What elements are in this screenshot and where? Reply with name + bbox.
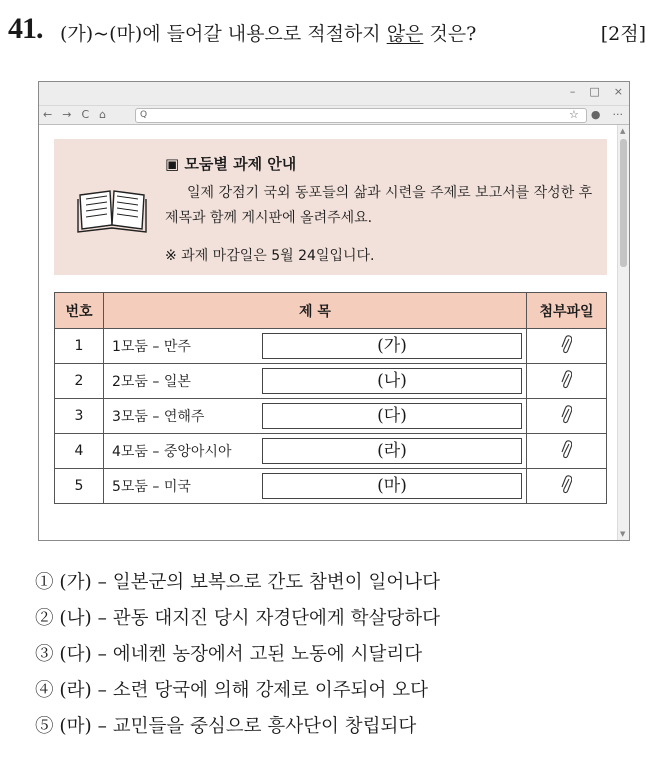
table-row[interactable] xyxy=(55,469,607,504)
choice-5[interactable]: ⑤ (마) – 교민들을 중심으로 흥사단이 창립되다 xyxy=(35,716,417,737)
row-attachment xyxy=(527,399,607,434)
back-icon[interactable]: ← xyxy=(43,108,53,121)
page-content xyxy=(39,125,617,540)
row-number: 3 xyxy=(55,399,104,434)
notice-note: ※ 과제 마감일은 5월 24일입니다. xyxy=(165,248,375,264)
question-text xyxy=(60,19,476,46)
paperclip-icon[interactable] xyxy=(561,474,572,498)
browser-titlebar xyxy=(39,82,629,105)
row-title-cell xyxy=(104,434,527,469)
row-title-cell xyxy=(104,399,527,434)
choice-1[interactable]: ① (가) – 일본군의 보복으로 간도 참변이 일어나다 xyxy=(35,572,441,593)
scroll-down-icon[interactable]: ▼ xyxy=(620,530,626,538)
question-text-after: 것은? xyxy=(423,23,477,45)
header-number: 번호 xyxy=(55,293,104,329)
row-group: 4모둠 – 중앙아시아 xyxy=(112,444,232,460)
board-rows xyxy=(55,329,607,504)
notice-body xyxy=(165,181,605,231)
more-icon[interactable]: ··· xyxy=(612,108,623,121)
minimize-icon[interactable]: – xyxy=(569,85,576,98)
choice-2[interactable]: ② (나) – 관동 대지진 당시 자경단에게 학살당하다 xyxy=(35,608,441,629)
row-attachment xyxy=(527,364,607,399)
nav-buttons xyxy=(43,108,106,121)
assignment-board xyxy=(54,292,607,504)
row-title-cell xyxy=(104,364,527,399)
close-icon[interactable]: × xyxy=(613,85,623,98)
favorite-icon[interactable]: ☆ xyxy=(569,108,579,121)
row-title-box[interactable]: (마) xyxy=(262,473,522,499)
notice-body-text: 일제 강점기 국외 동포들의 삶과 시련을 주제로 보고서를 작성한 후 제목과 함께 게시판에 올려주세요. xyxy=(165,185,593,226)
toolbar-right xyxy=(569,108,623,121)
reload-icon[interactable]: C xyxy=(81,108,90,121)
table-header-row xyxy=(55,293,607,329)
question-text-before: (가)~(마)에 들어갈 내용으로 적절하지 xyxy=(60,23,387,45)
home-icon[interactable]: ⌂ xyxy=(99,108,107,121)
row-group: 3모둠 – 연해주 xyxy=(112,409,205,425)
row-title-box[interactable]: (나) xyxy=(262,368,522,394)
question-text-underlined: 않은 xyxy=(386,23,424,45)
browser-window xyxy=(38,81,630,541)
paperclip-icon[interactable] xyxy=(561,404,572,428)
row-number: 2 xyxy=(55,364,104,399)
table-row[interactable] xyxy=(55,329,607,364)
table-row[interactable] xyxy=(55,364,607,399)
row-title-cell xyxy=(104,469,527,504)
choice-3[interactable]: ③ (다) – 에네켄 농장에서 고된 노동에 시달리다 xyxy=(35,644,423,665)
header-attachment: 첨부파일 xyxy=(527,293,607,329)
row-group: 5모둠 – 미국 xyxy=(112,479,191,495)
row-number: 5 xyxy=(55,469,104,504)
row-title-box[interactable]: (라) xyxy=(262,438,522,464)
question-header xyxy=(8,10,648,50)
table-row[interactable] xyxy=(55,399,607,434)
row-attachment xyxy=(527,469,607,504)
vertical-scrollbar[interactable] xyxy=(617,125,629,540)
notice-box xyxy=(54,139,607,275)
row-attachment xyxy=(527,329,607,364)
table-row[interactable] xyxy=(55,434,607,469)
maximize-icon[interactable]: □ xyxy=(589,85,600,98)
scroll-up-icon[interactable]: ▲ xyxy=(620,127,626,135)
window-controls xyxy=(570,85,623,98)
row-title-box[interactable]: (가) xyxy=(262,333,522,359)
row-number: 4 xyxy=(55,434,104,469)
row-title-cell xyxy=(104,329,527,364)
address-bar[interactable] xyxy=(135,108,587,123)
choice-4[interactable]: ④ (라) – 소련 당국에 의해 강제로 이주되어 오다 xyxy=(35,680,429,701)
row-number: 1 xyxy=(55,329,104,364)
question-number: 41. xyxy=(8,12,43,45)
search-icon: Q xyxy=(140,110,148,120)
question-points: [2점] xyxy=(600,23,646,45)
header-title: 제 목 xyxy=(104,293,527,329)
scroll-thumb[interactable] xyxy=(620,139,627,267)
paperclip-icon[interactable] xyxy=(561,369,572,393)
paperclip-icon[interactable] xyxy=(561,334,572,358)
row-group: 2모둠 – 일본 xyxy=(112,374,191,390)
paperclip-icon[interactable] xyxy=(561,439,572,463)
forward-icon[interactable]: → xyxy=(62,108,72,121)
browser-navbar xyxy=(39,105,629,125)
row-title-box[interactable]: (다) xyxy=(262,403,522,429)
row-attachment xyxy=(527,434,607,469)
profile-icon[interactable]: ● xyxy=(590,108,601,121)
answer-choices xyxy=(35,565,440,745)
row-group: 1모둠 – 만주 xyxy=(112,339,191,355)
notice-title: ▣ 모둠별 과제 안내 xyxy=(165,155,297,173)
book-icon xyxy=(76,187,148,233)
